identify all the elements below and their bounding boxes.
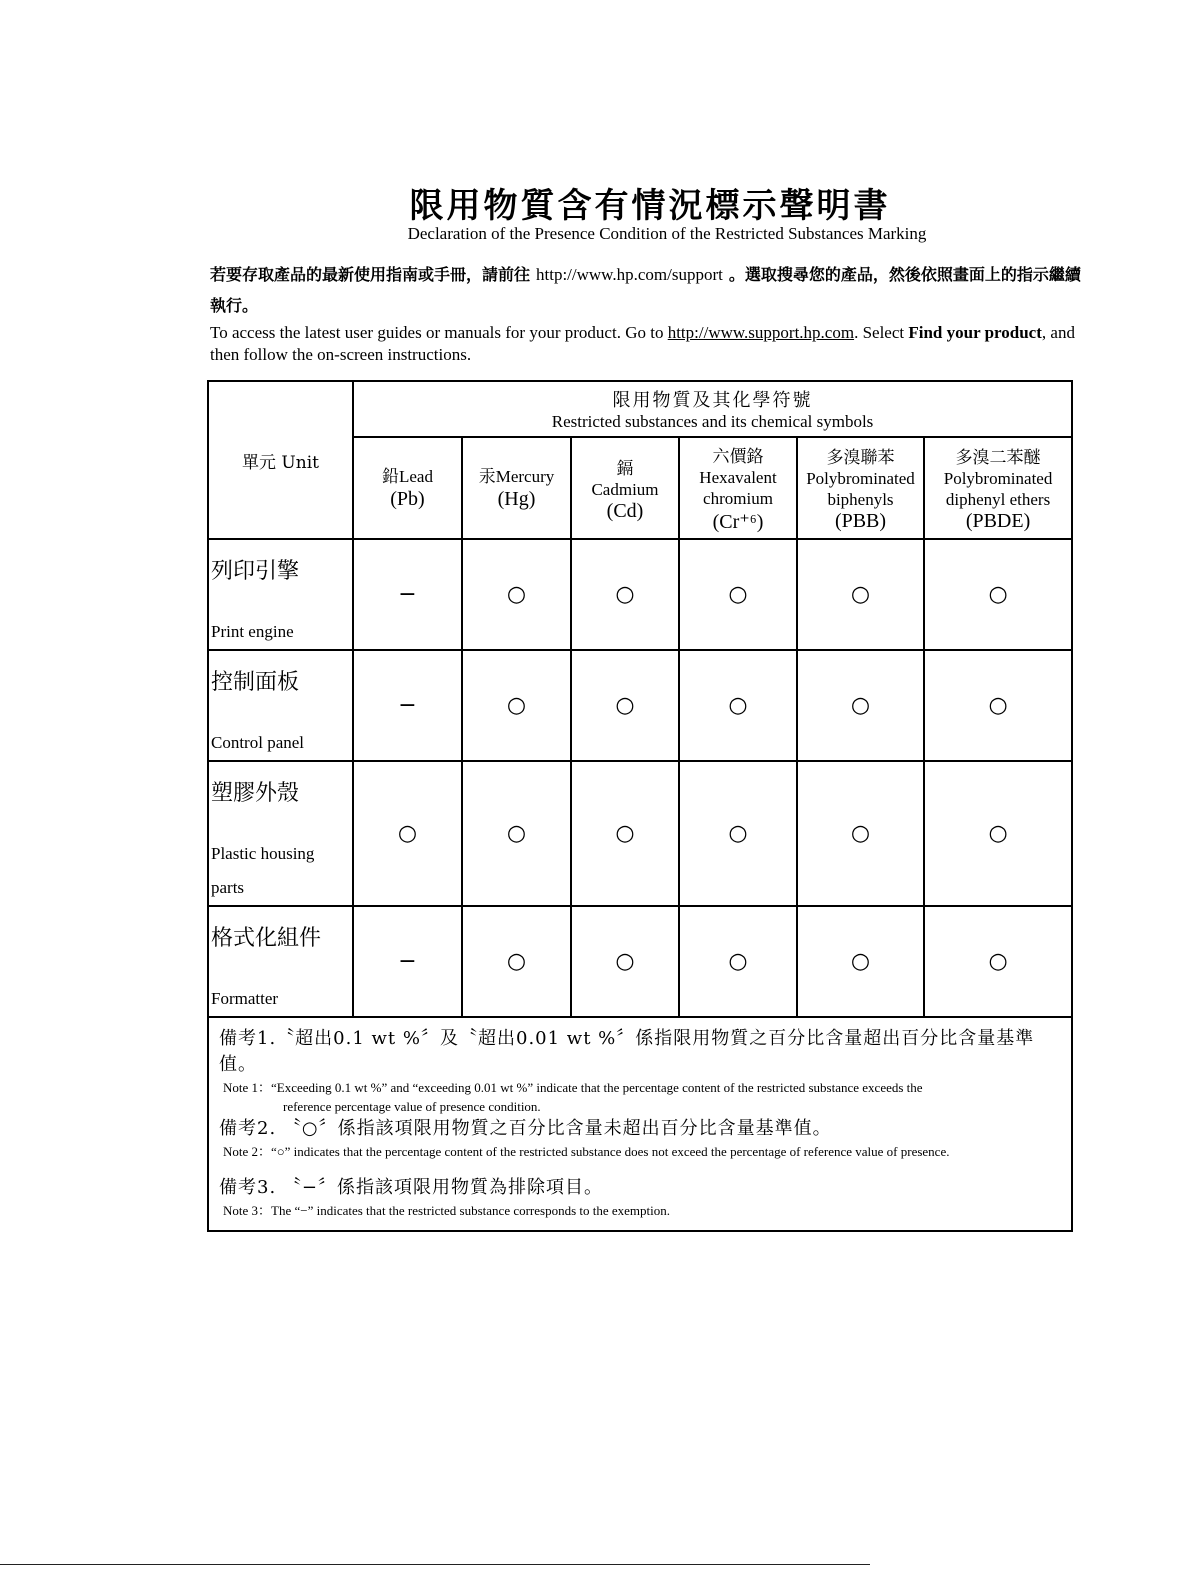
cell-mark: ○ — [797, 906, 924, 1017]
substance-header-pbb: 多溴聯苯 Polybrominated biphenyls (PBB) — [797, 437, 924, 539]
row-label-formatter: 格式化組件 Formatter — [208, 906, 353, 1017]
cell-mark: − — [353, 539, 462, 650]
intro-zh-part1: 若要存取產品的最新使用指南或手冊，請前往 — [210, 265, 531, 284]
cell-mark: ○ — [462, 761, 571, 906]
substance-header-mercury: 汞Mercury (Hg) — [462, 437, 571, 539]
substances-table — [207, 380, 1073, 1232]
document-title-chinese: 限用物質含有情況標示聲明書 — [409, 186, 891, 226]
page-bottom-divider — [0, 1564, 870, 1565]
cell-mark: ○ — [462, 650, 571, 761]
unit-header: 單元 Unit — [208, 381, 353, 539]
cell-mark: ○ — [924, 906, 1072, 1017]
cell-mark: ○ — [797, 539, 924, 650]
cell-mark: ○ — [462, 906, 571, 1017]
cell-mark: ○ — [679, 539, 797, 650]
row-label-plastic-housing: 塑膠外殼 Plastic housing parts — [208, 761, 353, 906]
cell-mark: ○ — [924, 761, 1072, 906]
substance-header-cadmium: 鎘 Cadmium (Cd) — [571, 437, 679, 539]
table-row — [208, 906, 1072, 1017]
intro-english — [210, 322, 1080, 366]
cell-mark: ○ — [679, 906, 797, 1017]
cell-mark: ○ — [462, 539, 571, 650]
cell-mark: ○ — [571, 906, 679, 1017]
table-row — [208, 761, 1072, 906]
table-row — [208, 650, 1072, 761]
intro-en-part3: , and then follow the on-screen instructions. — [210, 323, 1075, 364]
row-label-print-engine: 列印引擎 Print engine — [208, 539, 353, 650]
note-2-chinese: 備考2. 〝○〞係指該項限用物質之百分比含量未超出百分比含量基準值。 — [219, 1118, 832, 1139]
intro-en-part1: To access the latest user guides or manuals for your product. Go to — [210, 323, 668, 342]
cell-mark: ○ — [924, 650, 1072, 761]
note-2-english: Note 2：“○” indicates that the percentage content of the restricted substance does not exceed the percentage of reference value of presence. — [223, 1144, 950, 1159]
cell-mark: ○ — [571, 761, 679, 906]
note-3-english: Note 3：The “−” indicates that the restricted substance corresponds to the exemption. — [223, 1203, 671, 1218]
cell-mark: ○ — [679, 650, 797, 761]
cell-mark: ○ — [679, 761, 797, 906]
note-3-chinese: 備考3. 〝−〞係指該項限用物質為排除項目。 — [219, 1177, 603, 1198]
table-row — [208, 539, 1072, 650]
cell-mark: ○ — [797, 650, 924, 761]
cell-mark: − — [353, 650, 462, 761]
support-url[interactable]: http://www.hp.com/support — [536, 265, 723, 284]
intro-chinese — [210, 259, 1090, 321]
substance-header-pbde: 多溴二苯醚 Polybrominated diphenyl ethers (PBDE) — [924, 437, 1072, 539]
note-1-english-cont: reference percentage value of presence condition. — [283, 1099, 541, 1114]
notes-cell — [208, 1017, 1072, 1231]
cell-mark: ○ — [797, 761, 924, 906]
row-label-control-panel: 控制面板 Control panel — [208, 650, 353, 761]
intro-en-part2: . Select — [854, 323, 909, 342]
intro-en-bold: Find your product — [908, 323, 1042, 342]
cell-mark: ○ — [571, 650, 679, 761]
note-1-english: Note 1：“Exceeding 0.1 wt %” and “exceeding 0.01 wt %” indicate that the percentage content of the restricted substance exceeds the — [223, 1080, 923, 1095]
substance-header-chromium: 六價鉻 Hexavalent chromium (Cr⁺⁶) — [679, 437, 797, 539]
document-title-english: Declaration of the Presence Condition of the Restricted Substances Marking — [407, 224, 927, 243]
cell-mark: − — [353, 906, 462, 1017]
cell-mark: ○ — [924, 539, 1072, 650]
note-1-chinese: 備考1.〝超出0.1 wt %〞及〝超出0.01 wt %〞係指限用物質之百分比含量超出百分比含量基準值。 — [219, 1028, 1035, 1075]
substance-header-lead: 鉛Lead (Pb) — [353, 437, 462, 539]
intro-zh-part2: 。選取搜尋您的產品，然後依照畫面上的指示繼續執行。 — [210, 265, 1081, 315]
cell-mark: ○ — [571, 539, 679, 650]
substances-group-header: 限用物質及其化學符號 Restricted substances and its chemical symbols — [353, 381, 1072, 437]
support-link[interactable]: http://www.support.hp.com — [667, 323, 855, 342]
cell-mark: ○ — [353, 761, 462, 906]
